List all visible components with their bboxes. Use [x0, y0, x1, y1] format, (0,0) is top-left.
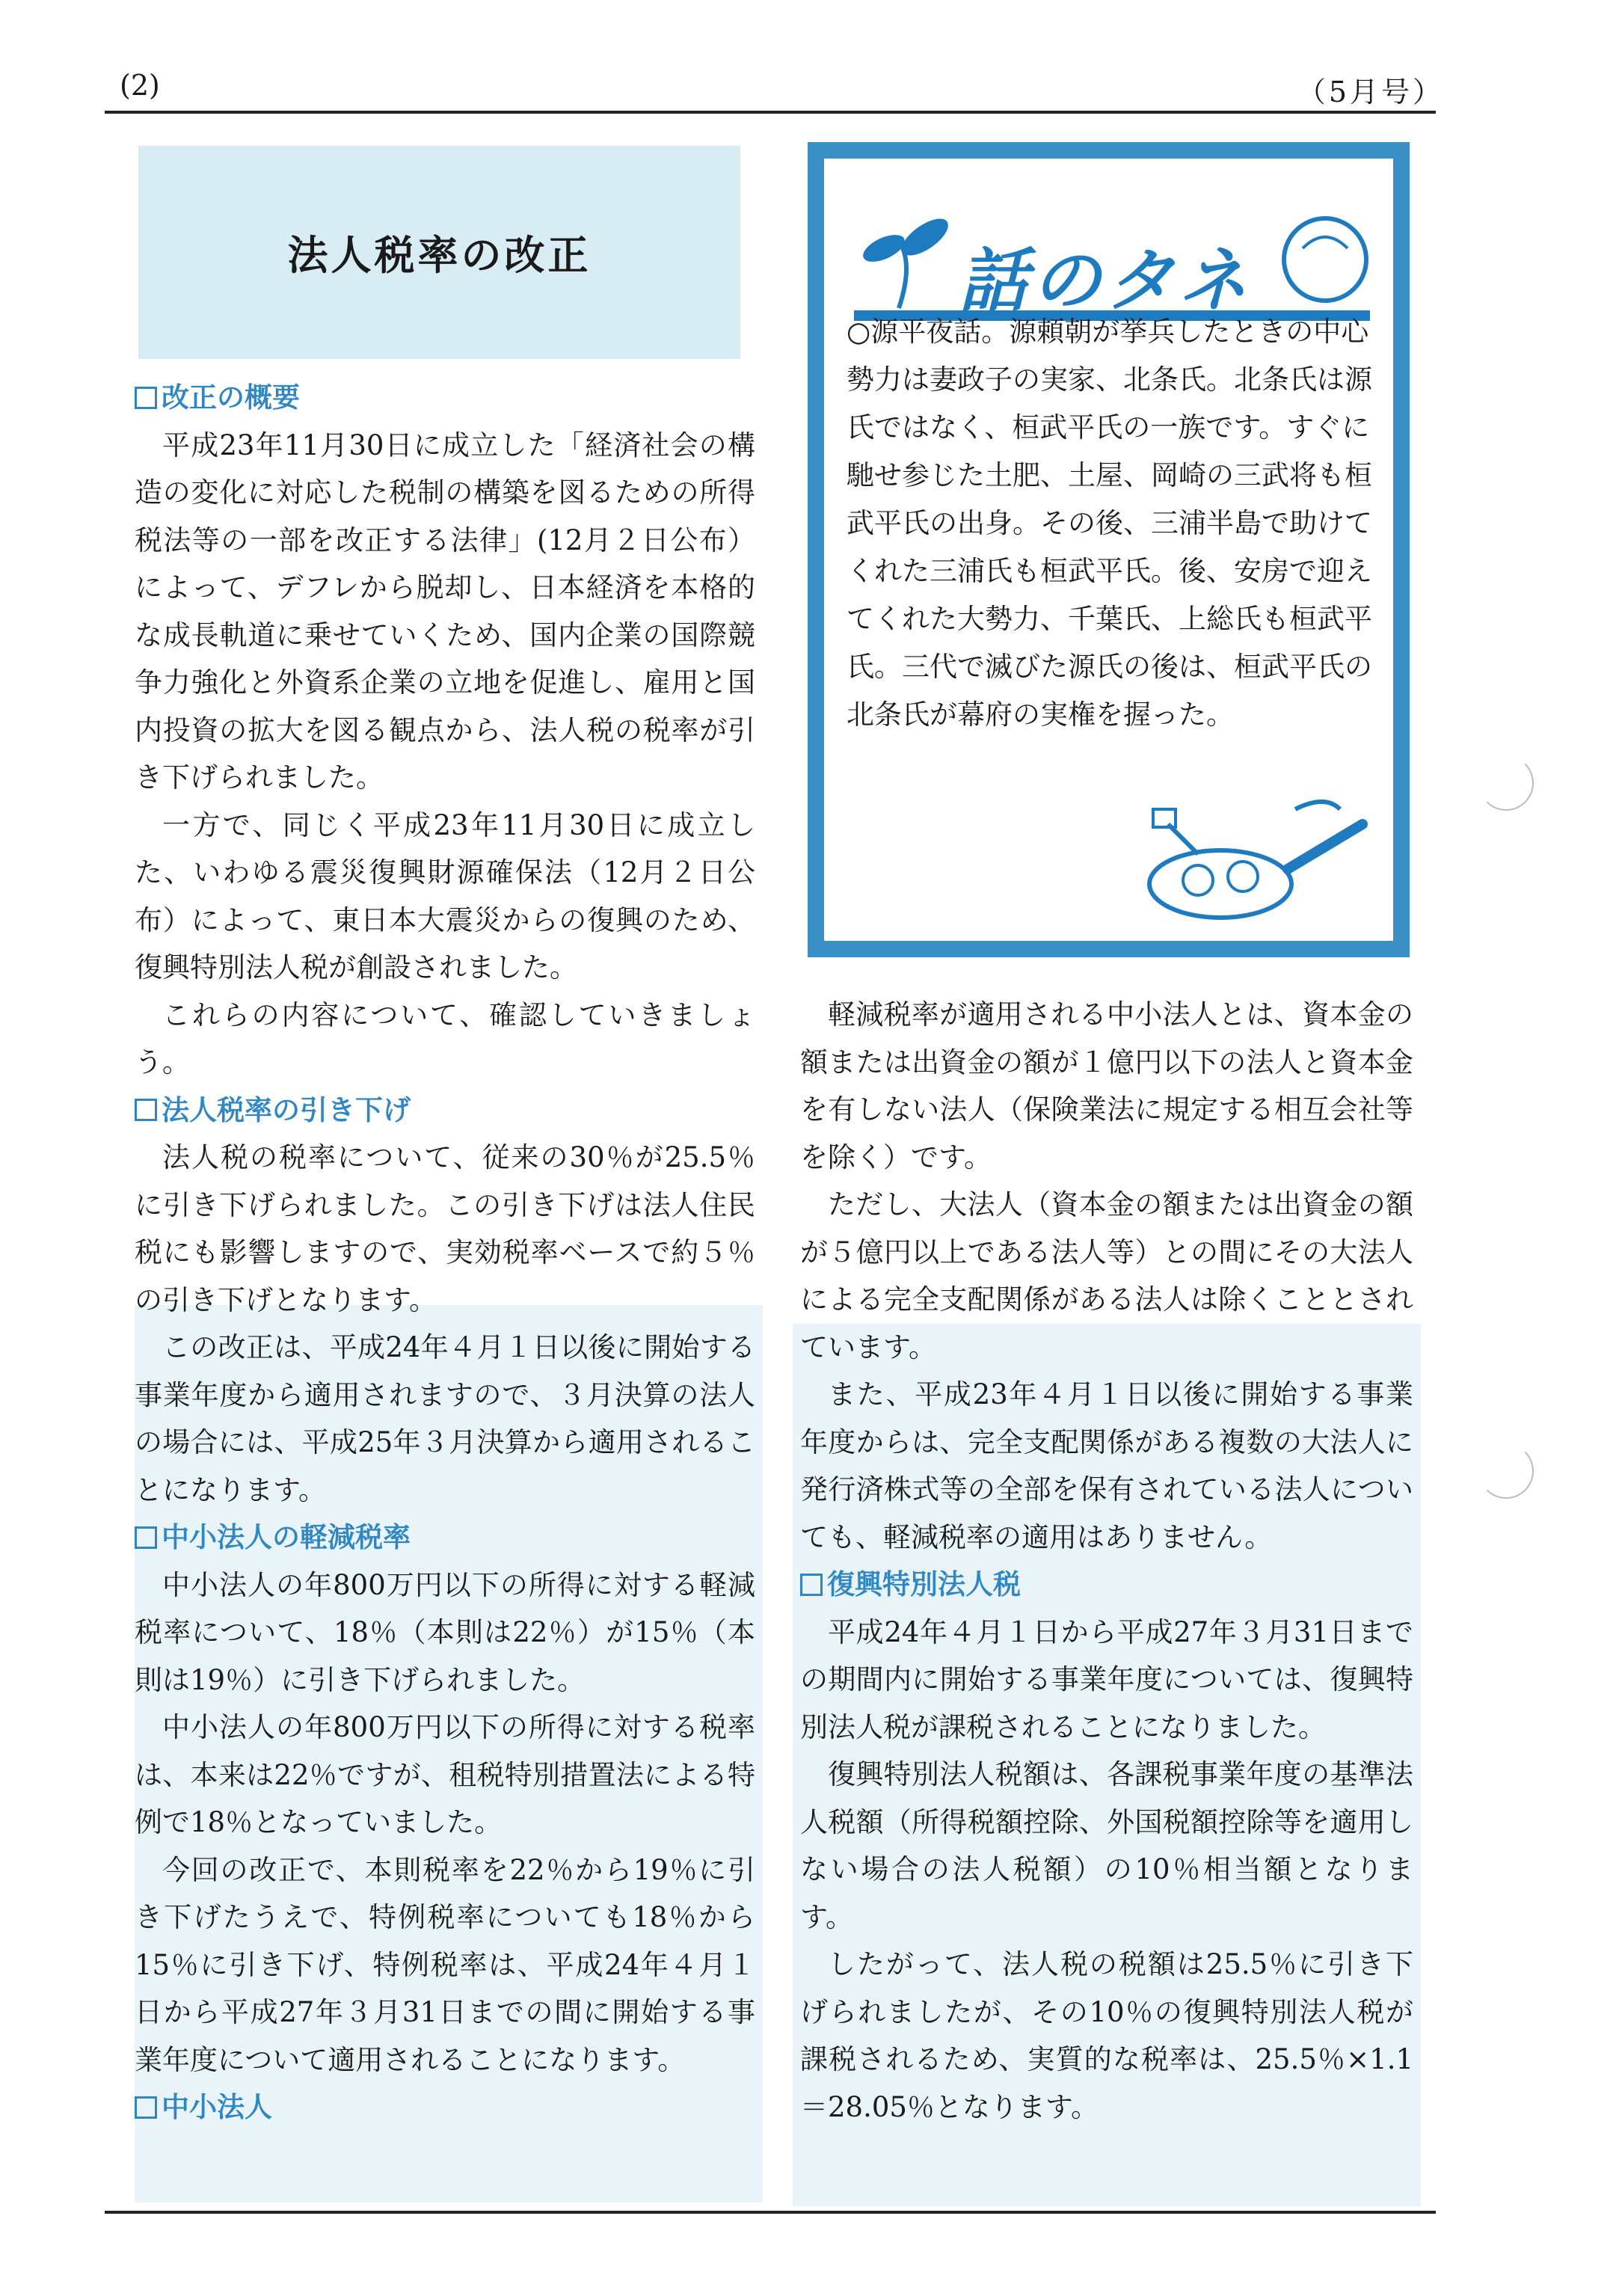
article-title-box — [138, 146, 740, 359]
punch-hole — [1478, 1443, 1534, 1499]
checkbox-square-icon — [135, 387, 157, 409]
body-paragraph: この改正は、平成24年４月１日以後に開始する事業年度から適用されますので、３月決算の法人の場合には、平成25年３月決算から適用されることになります。 — [135, 1331, 755, 1506]
checkbox-square-icon — [135, 1099, 157, 1121]
left-column — [135, 374, 755, 2131]
tane-paragraph: ○源平夜話。源頼朝が挙兵したときの中心勢力は妻政子の実家、北条氏。北条氏は源氏ではなく、桓武平氏の一族です。すぐに馳せ参じた土肥、土屋、岡崎の三武将も桓武平氏の出身。その後、三浦半島で助けてくれた三浦氏も桓武平氏。後、安房で迎えてくれた大勢力、千葉氏、上総氏も桓武平氏。三代で滅びた源氏の後は、桓武平氏の北条氏が幕府の実権を握った。 — [847, 316, 1372, 731]
article-title: 法人税率の改正 — [287, 232, 592, 279]
body-paragraph: 今回の改正で、本則税率を22％から19％に引き下げたうえで、特例税率についても18％から15％に引き下げ、特例税率は、平成24年４月１日から平成27年３月31日までの間に開始する事業年度について適用されることになります。 — [135, 1853, 755, 2076]
checkbox-square-icon — [135, 2096, 157, 2119]
issue-label: （5月号） — [1297, 76, 1444, 108]
section-heading-text: 法人税率の引き下げ — [162, 1093, 411, 1126]
body-paragraph: したがって、法人税の税額は25.5％に引き下げられましたが、その10％の復興特別法人税が課税されるため、実質的な税率は、25.5％×1.1＝28.05％となります。 — [800, 1948, 1413, 2123]
section-heading-text: 改正の概要 — [162, 381, 300, 414]
section-heading-text: 中小法人の軽減税率 — [162, 1521, 411, 1553]
section-heading — [135, 374, 755, 422]
body-paragraph: 軽減税率が適用される中小法人とは、資本金の額または出資金の額が１億円以下の法人と資本金を有しない法人（保険業法に規定する相互会社等を除く）です。 — [800, 998, 1413, 1173]
body-paragraph: 平成24年４月１日から平成27年３月31日までの期間内に開始する事業年度については、復興特別法人税が課税されることになりました。 — [800, 1615, 1413, 1743]
section-heading-text: 復興特別法人税 — [827, 1568, 1021, 1600]
right-column — [800, 991, 1413, 2131]
body-paragraph: 中小法人の年800万円以下の所得に対する軽減税率について、18％（本則は22％）が15％（本則は19％）に引き下げられました。 — [135, 1568, 755, 1696]
body-paragraph: 平成23年11月30日に成立した「経済社会の構造の変化に対応した税制の構築を図るための所得税法等の一部を改正する法律」(12月２日公布）によって、デフレから脱却し、日本経済を本格的な成長軌道に乗せていくため、国内企業の国際競争力強化と外資系企業の立地を促進し、雇用と国内投資の拡大を図る観点から、法人税の税率が引き下げられました。 — [135, 429, 755, 794]
section-heading — [135, 2084, 755, 2131]
frying-pan-icon — [1146, 794, 1370, 929]
checkbox-square-icon — [135, 1526, 157, 1549]
tane-column-box — [808, 142, 1410, 957]
page-number: (2) — [120, 69, 160, 102]
body-paragraph: 中小法人の年800万円以下の所得に対する税率は、本来は22％ですが、租税特別措置法による特例で18％となっていました。 — [135, 1711, 755, 1838]
checkbox-square-icon — [800, 1574, 823, 1596]
tane-text — [847, 308, 1385, 739]
tane-title: 話のタネ — [959, 241, 1253, 321]
section-heading — [135, 1087, 755, 1135]
top-rule — [105, 111, 1436, 114]
body-paragraph: 一方で、同じく平成23年11月30日に成立した、いわゆる震災復興財源確保法（12月２日公布）によって、東日本大震災からの復興のため、復興特別法人税が創設されました。 — [135, 808, 755, 983]
section-heading — [135, 1514, 755, 1562]
body-paragraph: これらの内容について、確認していきましょう。 — [135, 998, 755, 1078]
bottom-rule — [105, 2211, 1436, 2214]
body-paragraph: 法人税の税率について、従来の30％が25.5％に引き下げられました。この引き下げは法人住民税にも影響しますので、実効税率ベースで約５％の引き下げとなります。 — [135, 1141, 755, 1316]
body-paragraph: また、平成23年４月１日以後に開始する事業年度からは、完全支配関係がある複数の大法人に発行済株式等の全部を保有されている法人についても、軽減税率の適用はありません。 — [800, 1378, 1413, 1553]
body-paragraph: 復興特別法人税額は、各課税事業年度の基準法人税額（所得税額控除、外国税額控除等を適用しない場合の法人税額）の10％相当額となります。 — [800, 1758, 1413, 1933]
section-heading — [800, 1561, 1413, 1609]
body-paragraph: ただし、大法人（資本金の額または出資金の額が５億円以上である法人等）との間にその大法人による完全支配関係がある法人は除くこととされています。 — [800, 1188, 1413, 1363]
punch-hole — [1478, 755, 1534, 811]
section-heading-text: 中小法人 — [162, 2091, 272, 2123]
